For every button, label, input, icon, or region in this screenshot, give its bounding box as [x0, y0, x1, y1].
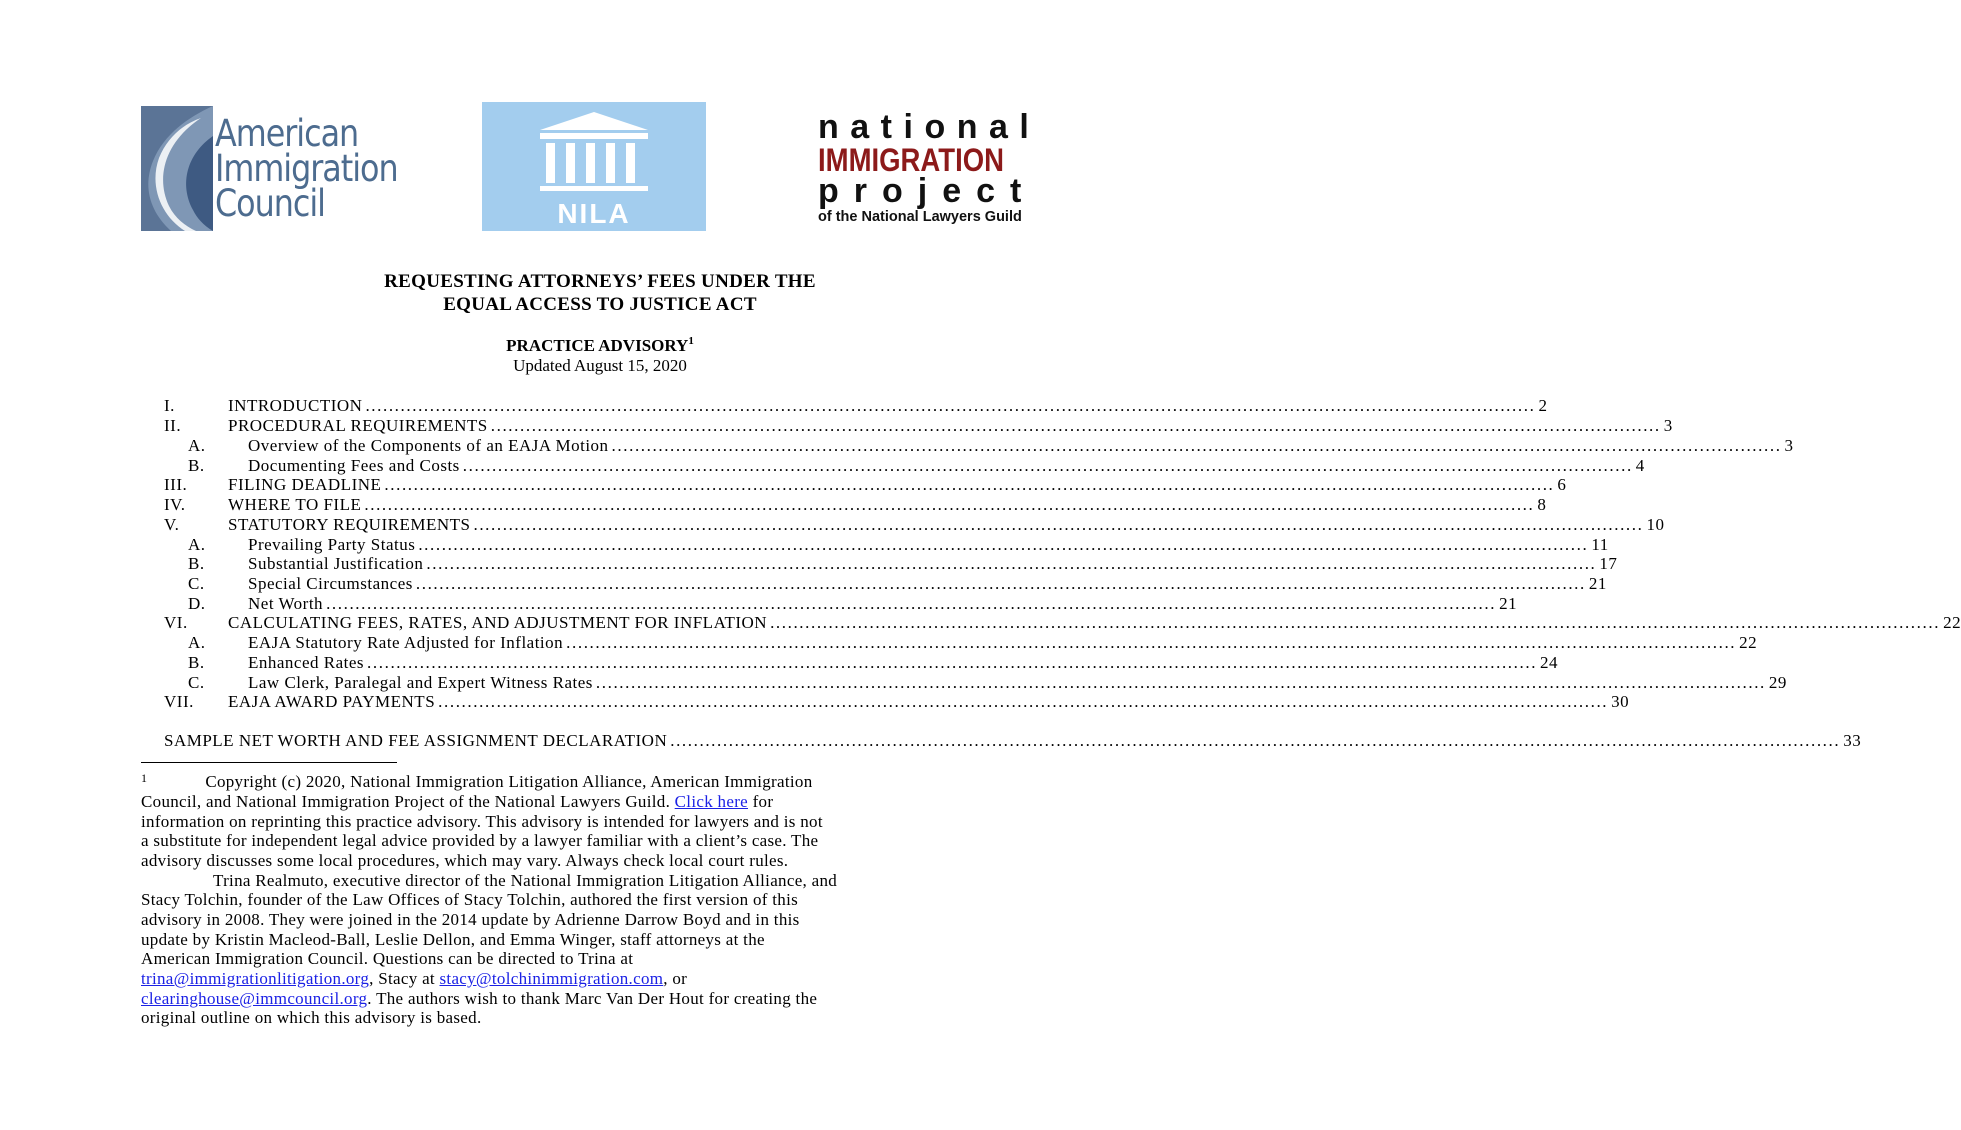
toc-dot-leader: ........................................................................................................................................................................................................: [426, 554, 1597, 573]
toc-entry[interactable]: [164, 594, 1518, 614]
toc-entry-number: III.: [164, 475, 188, 494]
toc-entry-label: Law Clerk, Paralegal and Expert Witness Rates: [248, 673, 593, 692]
toc-entry-label: Enhanced Rates: [248, 653, 365, 672]
toc-entry-label: Substantial Justification: [248, 554, 424, 573]
nila-logo-text: NILA: [557, 198, 631, 229]
toc-entry[interactable]: [164, 396, 1548, 416]
toc-entry-label: EAJA AWARD PAYMENTS: [228, 692, 436, 711]
nip-logo-line-1: national: [818, 108, 1041, 146]
toc-entry[interactable]: [164, 633, 1758, 653]
toc-entry-page: 21: [1499, 594, 1518, 613]
toc-entry-page: 17: [1599, 554, 1618, 573]
toc-entry[interactable]: [164, 554, 1618, 574]
toc-entry[interactable]: [164, 436, 1794, 456]
nip-logo-line-4: of the National Lawyers Guild: [818, 209, 1022, 225]
practice-advisory-text: PRACTICE ADVISORY: [506, 336, 689, 355]
toc-entry-page: 3: [1784, 436, 1794, 455]
email-link-stacy[interactable]: stacy@tolchinimmigration.com: [439, 969, 664, 988]
american-immigration-council-logo: [141, 106, 403, 231]
toc-entry-number: VI.: [164, 613, 188, 632]
toc-dot-leader: ........................................................................................................................................................................................................: [384, 475, 1555, 494]
footnote-mark: 1: [141, 771, 148, 785]
toc-entry-page: 4: [1635, 456, 1645, 475]
footnote-separator: [141, 762, 397, 763]
toc-dot-leader: ........................................................................................................................................................................................................: [566, 633, 1737, 652]
footnote-line: advisory in 2008. They were joined in the 2014 update by Adrienne Darrow Boyd and in this: [141, 910, 800, 929]
toc-dot-leader: ........................................................................................................................................................................................................: [462, 456, 1633, 475]
footnote-text: , Stacy at: [369, 969, 440, 988]
document-title-line-2: EQUAL ACCESS TO JUSTICE ACT: [443, 294, 757, 315]
toc-entry-number: A.: [188, 633, 206, 652]
aic-swoosh-icon: [141, 106, 213, 231]
toc-entry[interactable]: [164, 495, 1547, 515]
toc-dot-leader: ........................................................................................................................................................................................................: [670, 731, 1841, 750]
footnote-line: a substitute for independent legal advice provided by a lawyer familiar with a client’s case. The: [141, 831, 819, 850]
aic-logo-line-3: Council: [215, 182, 325, 225]
footnote-line: [141, 772, 1051, 793]
toc-entry[interactable]: [164, 456, 1645, 476]
toc-entry[interactable]: [164, 653, 1559, 673]
toc-entry[interactable]: [164, 515, 1665, 535]
toc-entry-number: B.: [188, 554, 205, 573]
toc-entry[interactable]: [164, 673, 1787, 693]
toc-entry-label: PROCEDURAL REQUIREMENTS: [228, 416, 488, 435]
toc-dot-leader: ........................................................................................................................................................................................................: [595, 673, 1766, 692]
toc-entry-number: B.: [188, 653, 205, 672]
document-title-line-1: REQUESTING ATTORNEYS’ FEES UNDER THE: [384, 271, 816, 292]
footnote-line: [141, 969, 1051, 989]
footnote-text: , or: [663, 969, 688, 988]
toc-entry-number: A.: [188, 436, 206, 455]
aic-logo-line-2: Immigration: [215, 147, 398, 190]
toc-entry-page: 3: [1663, 416, 1673, 435]
toc-entry[interactable]: [164, 574, 1607, 594]
practice-advisory-heading: [0, 336, 1200, 356]
toc-dot-leader: ........................................................................................................................................................................................................: [367, 653, 1538, 672]
footnote-text: . The authors wish to thank Marc Van Der Hout for creating the: [367, 989, 818, 1008]
toc-entry-number: D.: [188, 594, 206, 613]
toc-dot-leader: ........................................................................................................................................................................................................: [418, 535, 1589, 554]
toc-dot-leader: ........................................................................................................................................................................................................: [611, 436, 1782, 455]
click-here-link[interactable]: Click here: [674, 792, 749, 811]
toc-entry[interactable]: [164, 731, 1862, 751]
toc-entry-page: 22: [1943, 613, 1961, 632]
toc-entry-page: 2: [1538, 396, 1548, 415]
footnote-line: information on reprinting this practice advisory. This advisory is intended for lawyers and is not: [141, 812, 823, 831]
toc-entry[interactable]: [164, 416, 1673, 436]
footnote-line: Stacy Tolchin, founder of the Law Offices of Stacy Tolchin, authored the first version of this: [141, 890, 799, 909]
toc-entry-label: WHERE TO FILE: [228, 495, 362, 514]
toc-entry-page: 30: [1611, 692, 1630, 711]
toc-entry-page: 10: [1646, 515, 1665, 534]
toc-dot-leader: ........................................................................................................................................................................................................: [326, 594, 1497, 613]
toc-entry-number: II.: [164, 416, 182, 435]
toc-entry-number: B.: [188, 456, 205, 475]
toc-entry-label: FILING DEADLINE: [228, 475, 382, 494]
footnote-line: American Immigration Council. Questions can be directed to Trina at: [141, 949, 634, 968]
toc-entry-number: A.: [188, 535, 206, 554]
footnote-text: for: [748, 792, 774, 811]
toc-entry-number: VII.: [164, 692, 194, 711]
nip-logo-line-3: project: [818, 172, 1037, 210]
toc-entry-label: INTRODUCTION: [228, 396, 363, 415]
aic-logo-line-1: American: [215, 112, 359, 155]
toc-dot-leader: ........................................................................................................................................................................................................: [415, 574, 1586, 593]
national-immigration-project-logo: [818, 108, 1044, 228]
toc-entry-label: CALCULATING FEES, RATES, AND ADJUSTMENT FOR INFLATION: [228, 613, 768, 632]
toc-entry-number: IV.: [164, 495, 186, 514]
nip-logo-line-2: IMMIGRATION: [818, 142, 1004, 178]
toc-entry-label: Prevailing Party Status: [248, 535, 416, 554]
toc-entry[interactable]: [164, 613, 1961, 633]
footnote-line: [141, 792, 1051, 812]
email-link-clearinghouse[interactable]: clearinghouse@immcouncil.org: [141, 989, 368, 1008]
toc-dot-leader: ........................................................................................................................................................................................................: [473, 515, 1644, 534]
email-link-trina[interactable]: trina@immigrationlitigation.org: [141, 969, 370, 988]
toc-entry-label: EAJA Statutory Rate Adjusted for Inflation: [248, 633, 564, 652]
toc-entry-number: V.: [164, 515, 180, 534]
footnote-line: advisory discusses some local procedures, which may vary. Always check local court rules.: [141, 851, 789, 870]
toc-entry-label: SAMPLE NET WORTH AND FEE ASSIGNMENT DECLARATION: [164, 731, 668, 750]
toc-dot-leader: ........................................................................................................................................................................................................: [365, 396, 1536, 415]
toc-entry-page: 22: [1739, 633, 1758, 652]
toc-entry-page: 21: [1588, 574, 1607, 593]
toc-entry[interactable]: [164, 475, 1567, 495]
footnote-text: Copyright (c) 2020, National Immigration Litigation Alliance, American Immigration: [205, 772, 813, 791]
toc-entry-label: STATUTORY REQUIREMENTS: [228, 515, 471, 534]
footnote-line: [141, 989, 1051, 1009]
toc-entry-page: 29: [1768, 673, 1787, 692]
toc-entry-label: Special Circumstances: [248, 574, 413, 593]
updated-date: Updated August 15, 2020: [513, 356, 687, 375]
footnote-text: Council, and National Immigration Project of the National Lawyers Guild.: [141, 792, 675, 811]
toc-dot-leader: ........................................................................................................................................................................................................: [770, 613, 1941, 632]
toc-entry[interactable]: [164, 535, 1609, 555]
toc-entry-number: C.: [188, 574, 205, 593]
toc-entry-label: Overview of the Components of an EAJA Motion: [248, 436, 609, 455]
toc-dot-leader: ........................................................................................................................................................................................................: [438, 692, 1609, 711]
nila-logo: [482, 102, 706, 231]
toc-dot-leader: ........................................................................................................................................................................................................: [364, 495, 1535, 514]
toc-entry-page: 11: [1591, 535, 1609, 554]
toc-entry-page: 24: [1540, 653, 1559, 672]
toc-entry-page: 8: [1537, 495, 1547, 514]
toc-entry-number: I.: [164, 396, 175, 415]
footnote-line: update by Kristin Macleod-Ball, Leslie Dellon, and Emma Winger, staff attorneys at the: [141, 930, 765, 949]
toc-entry-label: Net Worth: [248, 594, 324, 613]
toc-entry[interactable]: [164, 692, 1630, 712]
toc-entry-number: C.: [188, 673, 205, 692]
toc-dot-leader: ........................................................................................................................................................................................................: [490, 416, 1661, 435]
toc-entry-page: 6: [1557, 475, 1567, 494]
footnote-line: original outline on which this advisory is based.: [141, 1008, 482, 1027]
toc-entry-label: Documenting Fees and Costs: [248, 456, 460, 475]
toc-entry-page: 33: [1843, 731, 1862, 750]
footnote-line: Trina Realmuto, executive director of the National Immigration Litigation Alliance, and: [213, 871, 838, 890]
footnote-reference[interactable]: 1: [688, 335, 694, 347]
